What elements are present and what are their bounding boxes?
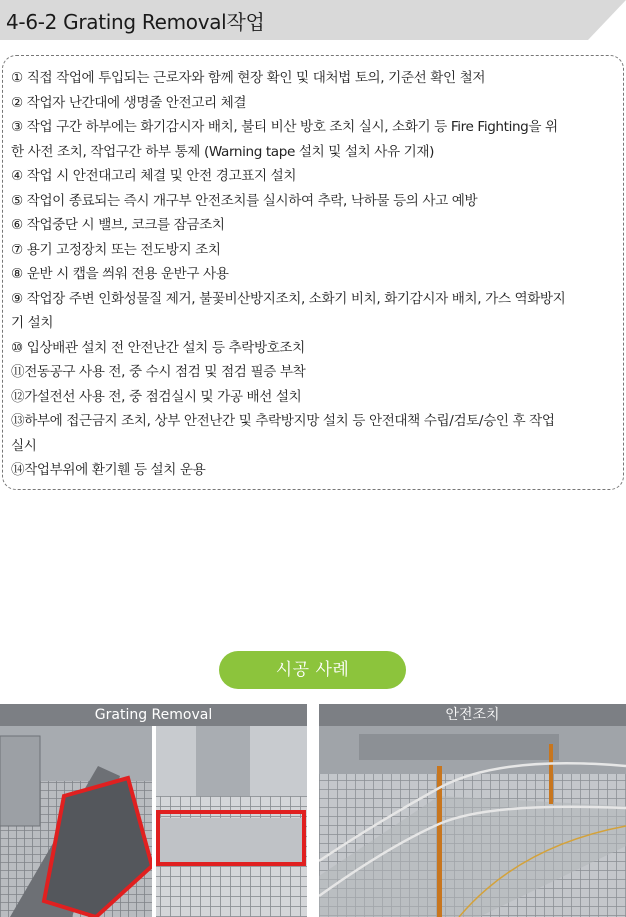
construction-examples-label: 시공 사례 [219, 651, 406, 689]
note-line: ⑫가설전선 사용 전, 중 점검실시 및 가공 배선 설치 [11, 388, 302, 405]
safety-measures-photo [319, 726, 626, 917]
note-line: ⑤ 작업이 종료되는 즉시 개구부 안전조치를 실시하여 추락, 낙하물 등의 사고 예방 [11, 192, 478, 209]
note-line: ④ 작업 시 안전대고리 체결 및 안전 경고표지 설치 [11, 168, 297, 184]
safety-notes-list [11, 66, 616, 483]
note-line: ① 직접 작업에 투입되는 근로자와 함께 현장 확인 및 대처법 토의, 기준선 확인 철저 [11, 70, 486, 86]
photo-caption: 안전조치 [319, 704, 626, 726]
note-line: ⑩ 입상배관 설치 전 안전난간 설치 등 추락방호조치 [11, 339, 305, 356]
note-line: 실시 [11, 437, 37, 454]
note-line: ⑬하부에 접근금지 조치, 상부 안전난간 및 추락방지망 설치 등 안전대책 수립/검토/승인 후 작업 [11, 413, 555, 429]
note-line: ⑭작업부위에 환기휀 등 설치 운용 [11, 462, 206, 478]
note-line: ⑦ 용기 고정장치 또는 전도방지 조치 [11, 241, 221, 258]
note-line: ⑪전동공구 사용 전, 중 수시 점검 및 점검 필증 부착 [11, 364, 306, 380]
grating-removal-photo-panel [0, 704, 307, 917]
note-line: ⑨ 작업장 주변 인화성물질 제거, 불꽃비산방지조치, 소화기 비치, 화기감시자 배치, 가스 역화방지 [11, 290, 566, 307]
safety-measures-photo-panel [319, 704, 626, 917]
note-line: ⑥ 작업중단 시 밸브, 코크를 잠금조치 [11, 217, 225, 233]
note-line: 기 설치 [11, 315, 54, 331]
note-line: ⑧ 운반 시 캡을 씌워 전용 운반구 사용 [11, 266, 229, 282]
grating-removal-photo [0, 726, 307, 917]
section-title: 4-6-2 Grating Removal작업 [6, 10, 265, 34]
note-line: ② 작업자 난간대에 생명줄 안전고리 체결 [11, 94, 247, 111]
safety-notes-box [2, 55, 624, 490]
photo-caption: Grating Removal [0, 704, 307, 726]
note-line: ③ 작업 구간 하부에는 화기감시자 배치, 불티 비산 방호 조치 실시, 소화기 등 Fire Fighting을 위 [11, 119, 558, 135]
note-line: 한 사전 조치, 작업구간 하부 통제 (Warning tape 설치 및 설치 사유 기재) [11, 143, 435, 160]
section-header [0, 0, 626, 40]
